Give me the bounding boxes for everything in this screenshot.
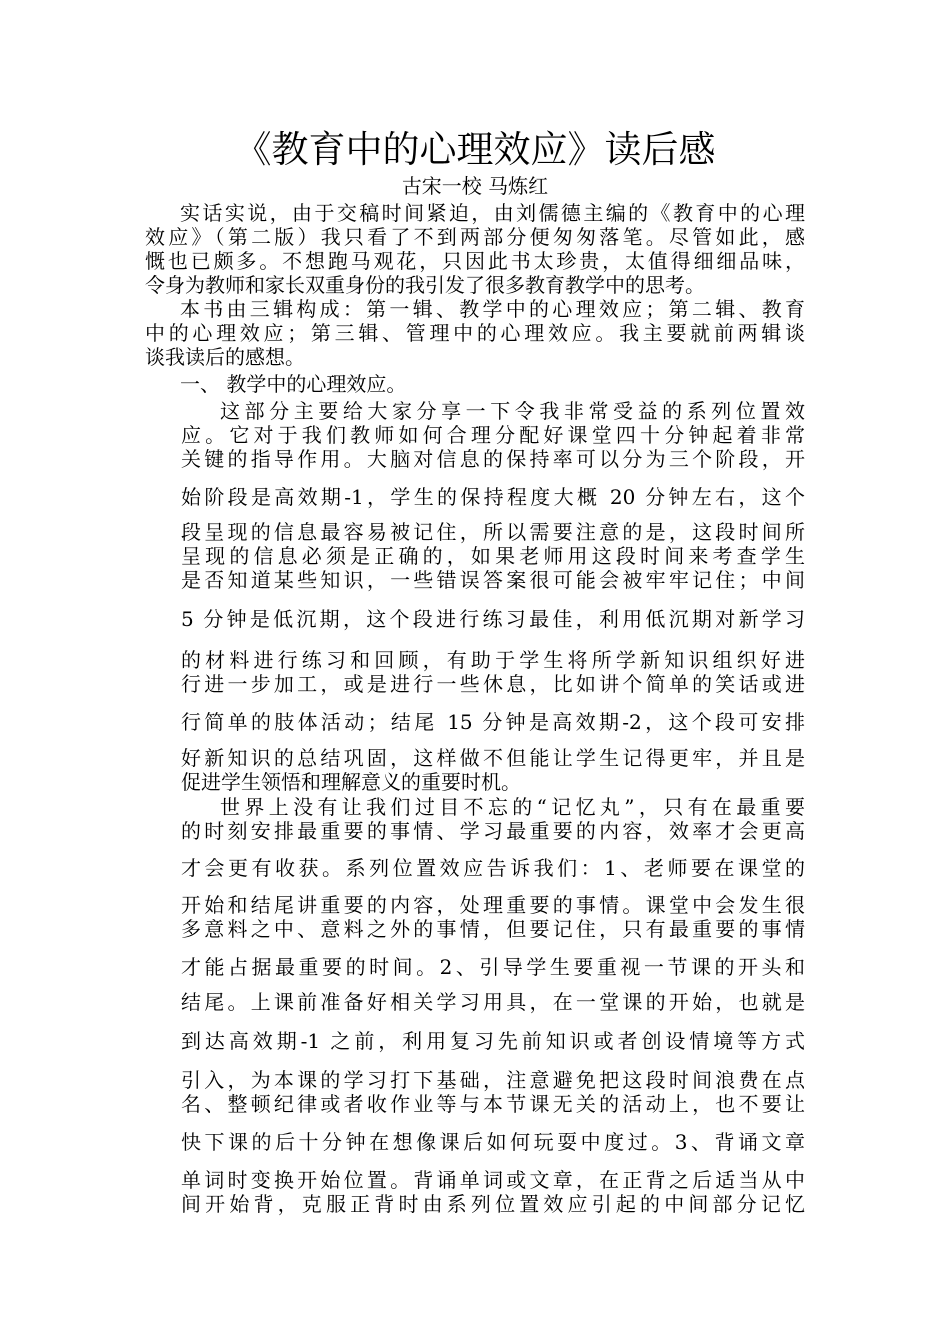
paragraph-line: 好新知识的总结巩固，这样做不但能让学生记得更牢，并且是 (181, 746, 805, 770)
paragraph-line: 实话实说，由于交稿时间紧迫，由刘儒德主编的《教育中的心理 (180, 201, 805, 225)
paragraph-line: 是否知道某些知识，一些错误答案很可能会被牢牢记住；中间 (181, 568, 805, 592)
paragraph-line: 本书由三辑构成：第一辑、教学中的心理效应；第二辑、教育 (180, 297, 805, 321)
paragraph-line: 效应》（第二版）我只看了不到两部分便匆匆落笔。尽管如此，感 (145, 225, 805, 249)
paragraph-line: 行简单的肢体活动；结尾 15 分钟是高效期-2，这个段可安排 (181, 710, 805, 734)
paragraph-line: 到达高效期-1 之前，利用复习先前知识或者创设情境等方式 (181, 1029, 805, 1053)
paragraph-line: 的时刻安排最重要的事情、学习最重要的内容，效率才会更高 (181, 819, 805, 843)
paragraph-line: 才会更有收获。系列位置效应告诉我们：1、老师要在课堂的 (181, 856, 805, 880)
paragraph-line: 才能占据最重要的时间。2、引导学生要重视一节课的开头和 (181, 955, 805, 979)
paragraph-line: 引入，为本课的学习打下基础，注意避免把这段时间浪费在点 (181, 1068, 805, 1092)
paragraph-line: 世界上没有让我们过目不忘的“记忆丸”，只有在最重要 (220, 795, 805, 819)
paragraph-line: 快下课的后十分钟在想像课后如何玩耍中度过。3、背诵文章 (181, 1130, 805, 1154)
paragraph-line: 应。它对于我们教师如何合理分配好课堂四十分钟起着非常 (181, 423, 805, 447)
paragraph-line: 行进一步加工，或是进行一些休息，比如讲个简单的笑话或进 (181, 672, 805, 696)
author-line: 古宋一校 马炼红 (401, 174, 549, 198)
paragraph-line: 结尾。上课前准备好相关学习用具，在一堂课的开始，也就是 (181, 990, 805, 1014)
paragraph-line: 间开始背，克服正背时由系列位置效应引起的中间部分记忆 (181, 1192, 805, 1216)
paragraph-line: 中的心理效应；第三辑、管理中的心理效应。我主要就前两辑谈 (145, 321, 805, 345)
paragraph-line: 令身为教师和家长双重身份的我引发了很多教育教学中的思考。 (145, 273, 705, 297)
paragraph-line: 5 分钟是低沉期，这个段进行练习最佳，利用低沉期对新学习 (181, 607, 805, 631)
document-title: 《教育中的心理效应》读后感 (234, 128, 716, 171)
paragraph-line: 呈现的信息必须是正确的，如果老师用这段时间来考查学生 (181, 544, 805, 568)
paragraph-line: 谈我读后的感想。 (145, 345, 305, 369)
paragraph-line: 单词时变换开始位置。背诵单词或文章，在正背之后适当从中 (181, 1168, 805, 1192)
paragraph-line: 名、整顿纪律或者收作业等与本节课无关的活动上，也不要让 (181, 1092, 805, 1116)
paragraph-line: 多意料之中、意料之外的事情，但要记住，只有最重要的事情 (181, 917, 805, 941)
paragraph-line: 促进学生领悟和理解意义的重要时机。 (181, 770, 521, 794)
paragraph-line: 始阶段是高效期-1，学生的保持程度大概 20 分钟左右，这个 (181, 485, 805, 509)
paragraph-line: 段呈现的信息最容易被记住，所以需要注意的是，这段时间所 (181, 520, 805, 544)
paragraph-line: 这部分主要给大家分享一下令我非常受益的系列位置效 (220, 399, 805, 423)
paragraph-line: 关键的指导作用。大脑对信息的保持率可以分为三个阶段，开 (181, 447, 805, 471)
paragraph-line: 的材料进行练习和回顾，有助于学生将所学新知识组织好进 (181, 648, 805, 672)
paragraph-line: 开始和结尾讲重要的内容，处理重要的事情。课堂中会发生很 (181, 893, 805, 917)
section-heading: 一、 教学中的心理效应。 (180, 372, 407, 396)
paragraph-line: 慨也已颇多。不想跑马观花，只因此书太珍贵，太值得细细品味， (145, 249, 805, 273)
